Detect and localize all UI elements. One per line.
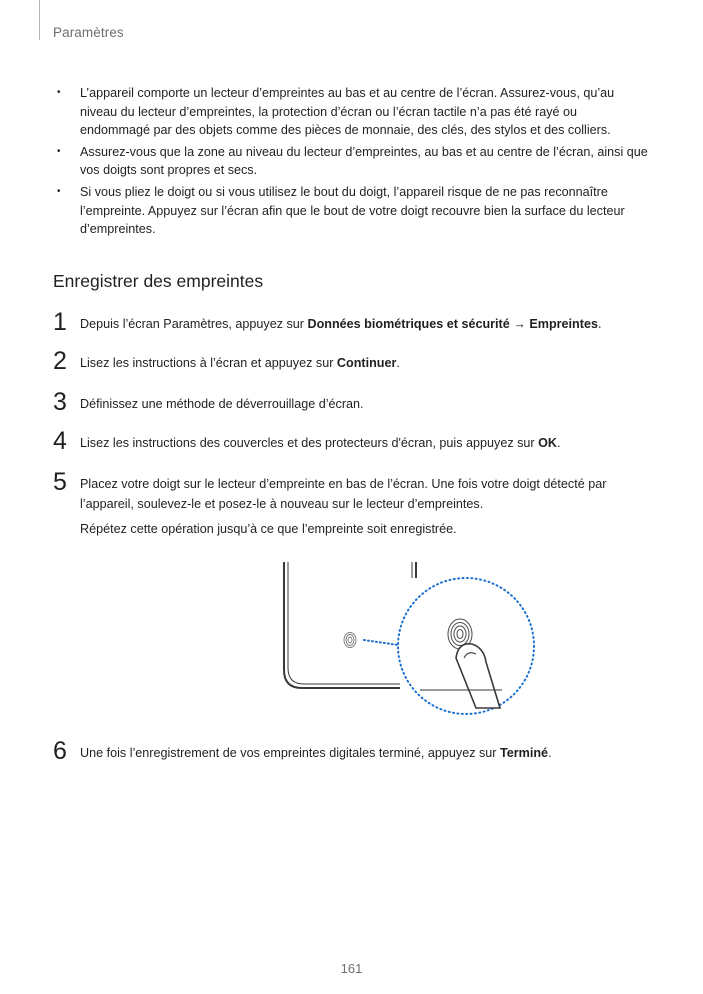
- note-text: Assurez-vous que la zone au niveau du lecteur d’empreintes, au bas et au centre de l’écran, ainsi que vos doigts sont propres et secs.: [80, 144, 648, 178]
- step-number: 5: [53, 468, 67, 496]
- step-number: 1: [53, 308, 67, 336]
- step-number: 2: [53, 347, 67, 375]
- menu-path-biometrics: Données biométriques et sécurité: [307, 317, 510, 331]
- step-text: Lisez les instructions à l’écran et appuyez sur Continuer.: [80, 356, 400, 370]
- bullet-icon: •: [57, 87, 61, 98]
- menu-path-fingerprints: Empreintes: [529, 317, 598, 331]
- phone-outline: [284, 562, 400, 688]
- note-text: Si vous pliez le doigt ou si vous utilisez le bout du doigt, l’appareil risque de ne pas reconnaître l’empreinte. Appuyez sur l’écran afin que le bout de votre doigt recouvre bien la surface du lecteur d’empreintes.: [80, 184, 625, 237]
- header-rule: [39, 0, 40, 40]
- ok-label: OK: [538, 436, 558, 450]
- note-item: [54, 183, 650, 239]
- step-text: Définissez une méthode de déverrouillage d’écran.: [80, 397, 364, 411]
- section-title: Enregistrer des empreintes: [53, 271, 264, 291]
- step-text: Une fois l’enregistrement de vos empreintes digitales terminé, appuyez sur Terminé.: [80, 746, 552, 760]
- step-number: 3: [53, 388, 67, 416]
- continue-label: Continuer: [336, 356, 397, 370]
- done-label: Terminé: [500, 746, 549, 760]
- page-header-title: Paramètres: [53, 25, 124, 40]
- step-5-note: Répétez cette opération jusqu’à ce que l’empreinte soit enregistrée.: [80, 522, 457, 536]
- note-item: [54, 143, 650, 180]
- step-number: 6: [53, 737, 67, 765]
- fingerprint-sensor-icon: [344, 633, 356, 648]
- step-text: Lisez les instructions des couvercles et des protecteurs d'écran, puis appuyez sur OK.: [80, 436, 561, 450]
- step-text: Placez votre doigt sur le lecteur d’empreinte en bas de l’écran. Une fois votre doigt détecté par l’appareil, soulevez-le et posez-le à nouveau sur le lecteur d’empreintes.: [80, 477, 607, 511]
- note-item: [54, 84, 650, 140]
- fingerprint-illustration: [270, 558, 550, 726]
- notes-list: [54, 84, 650, 242]
- page-number: 161: [340, 961, 363, 976]
- note-text: L’appareil comporte un lecteur d’empreintes au bas et au centre de l’écran. Assurez-vous, qu’au niveau du lecteur d’empreintes, la protection d’écran ou l’écran tactile n’a pas été rayé ou endommagé par des objets comme des pièces de monnaie, des clés, des stylos et des colliers.: [80, 86, 615, 138]
- step-number: 4: [53, 427, 67, 455]
- step-text: Depuis l’écran Paramètres, appuyez sur Données biométriques et sécurité → Empreintes.: [80, 317, 602, 331]
- bullet-icon: •: [57, 185, 61, 197]
- bullet-icon: •: [57, 145, 61, 157]
